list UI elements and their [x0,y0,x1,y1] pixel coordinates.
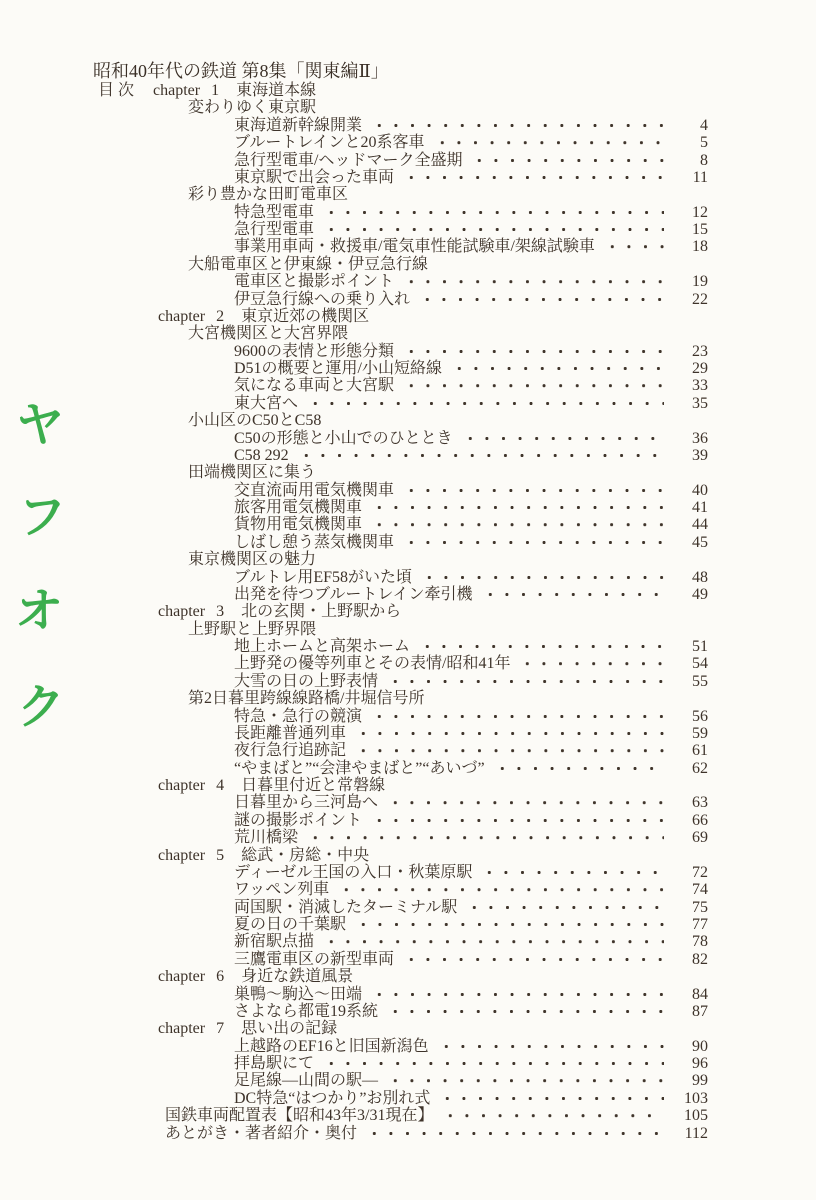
toc-entry-title: 日暮里から三河島へ [234,794,379,812]
toc-item-row [0,1055,708,1072]
toc-item-row [0,655,708,672]
toc-item-row [0,395,708,412]
toc-item-row [0,742,708,759]
dot-leader [515,655,664,672]
dot-leader [334,881,664,898]
toc-entry-title: ブルートレインと20系客車 [234,134,425,152]
toc-entry-title: 大宮機関区と大宮界隈 [188,325,349,343]
toc-entry-title: 急行型電車 [234,221,315,238]
dot-leader [383,794,664,811]
page-number: 49 [692,585,708,603]
dot-leader [367,117,664,134]
toc-item-row [0,812,708,829]
dot-leader [417,569,664,586]
page-number: 39 [692,446,708,464]
dot-leader [399,273,664,290]
page-number: 41 [692,499,708,516]
toc-item-row [0,1072,708,1089]
page-number: 23 [692,342,708,360]
dot-leader [600,238,664,255]
toc-backmatter-row [0,1125,708,1142]
toc-entry-title: 謎の撮影ポイント [234,811,363,829]
toc-entry-title: さよなら都電19系統 [234,1002,379,1020]
toc-entry-title: 特急型電車 [234,203,315,221]
chapter-number: 5 [216,846,225,864]
toc-entry-title: 夜行急行追跡記 [234,742,347,760]
dot-leader [399,482,664,499]
chapter-number: 2 [216,307,225,325]
dot-leader [478,586,664,603]
page-number: 112 [684,1124,708,1142]
toc-content [0,61,708,1142]
page-number: 55 [692,672,708,690]
page-number: 72 [692,863,708,881]
dot-leader [434,1038,664,1055]
chapter-word: chapter [158,1020,206,1038]
toc-entry-title: 巣鴨〜駒込〜田端 [234,985,363,1003]
toc-rows [0,99,708,1142]
toc-section-row [0,690,708,707]
page-number: 19 [692,273,708,291]
toc-entry-title: 伊豆急行線への乗り入れ [234,290,411,308]
toc-entry-title: 旅客用電気機関車 [234,499,363,516]
toc-entry-title: 急行型電車/ヘッドマーク全盛期 [234,151,463,169]
page-number: 90 [692,1037,708,1055]
toc-entry-title: 貨物用電気機関車 [234,516,363,534]
toc-entry-title: 第2日暮里跨線線路橋/井堀信号所 [188,690,425,708]
page-number: 44 [692,516,708,534]
page-number: 36 [692,429,708,447]
toc-entry-title: 荒川橋梁 [234,829,299,847]
toc-section-row [0,621,708,638]
toc-chapter-row [0,777,708,794]
page-number: 66 [692,811,708,829]
toc-entry-title: 上野駅と上野界隈 [188,620,317,638]
toc-item-row [0,273,708,290]
page-number: 33 [692,377,708,395]
chapter-title: 東海道本線 [236,82,317,99]
toc-item-row [0,899,708,916]
page-number: 105 [684,1107,708,1125]
toc-chapter-row [0,308,708,325]
toc-item-row [0,708,708,725]
toc-item-row [0,933,708,950]
page-number: 35 [692,394,708,412]
toc-item-row [0,447,708,464]
toc-section-row [0,325,708,342]
chapter-word: chapter [158,968,206,986]
dot-leader [438,1107,664,1124]
dot-leader [490,760,664,777]
chapter-number: 7 [216,1020,225,1038]
toc-item-row [0,725,708,742]
page-number: 77 [692,916,708,933]
toc-entry-title: 国鉄車両配置表【昭和43年3/31現在】 [165,1107,434,1125]
dot-leader [319,221,664,238]
page-number: 103 [684,1089,708,1107]
page-number: 12 [692,203,708,221]
dot-leader [383,1072,664,1089]
dot-leader [319,933,664,950]
toc-item-row [0,134,708,151]
toc-item-row [0,951,708,968]
toc-item-row [0,534,708,551]
page-number: 48 [692,568,708,586]
chapter-word: chapter [158,846,206,864]
toc-entry-title: 東京機関区の魅力 [188,551,317,569]
toc-item-row [0,204,708,221]
toc-entry-title: 田端機関区に集う [188,464,317,482]
toc-entry-title: 両国駅・消滅したターミナル駅 [234,898,458,916]
toc-item-row [0,760,708,777]
dot-leader [383,1003,664,1020]
toc-item-row [0,360,708,377]
toc-entry-title: 交直流両用電気機関車 [234,481,395,499]
toc-item-row [0,1038,708,1055]
toc-entry-title: 三鷹電車区の新型車両 [234,950,395,968]
dot-leader [351,725,664,742]
dot-leader [415,638,664,655]
toc-chapter-row [0,603,708,620]
toc-entry-title: 夏の日の千葉駅 [234,916,347,933]
dot-leader [415,291,664,308]
toc-item-row [0,430,708,447]
page-number: 18 [692,238,708,256]
toc-item-row [0,1090,708,1107]
toc-entry-title: 気になる車両と大宮駅 [234,377,395,395]
toc-entry-title: 地上ホームと高架ホーム [234,638,411,655]
toc-section-row [0,464,708,481]
toc-entry-title: 上野発の優等列車とその表情/昭和41年 [234,655,511,673]
dot-leader [367,499,664,516]
page-number: 11 [692,168,708,186]
dot-leader [435,1090,664,1107]
chapter-word: chapter [158,777,206,794]
dot-leader [367,708,664,725]
toc-item-row [0,829,708,846]
watermark-char: オ [15,585,64,638]
chapter-title: 総武・房総・中央 [241,846,370,864]
dot-leader [399,534,664,551]
toc-entry-title: 大雪の日の上野表情 [234,672,379,690]
toc-item-row [0,916,708,933]
page-number: 29 [692,360,708,377]
dot-leader [294,447,664,464]
chapter-title: 思い出の記録 [241,1020,338,1038]
watermark-char: ヤ [16,399,65,452]
page-number: 69 [692,829,708,847]
toc-entry-title: あとがき・著者紹介・奥付 [165,1124,358,1142]
chapter-title: 日暮里付近と常磐線 [241,777,386,794]
page-number: 96 [692,1055,708,1072]
toc-entry-title: 足尾線―山間の駅― [234,1072,379,1090]
toc-entry-title: DC特急“はつかり”お別れ式 [234,1089,431,1107]
toc-item-row [0,586,708,603]
chapter-word: chapter [153,82,201,99]
dot-leader [458,430,664,447]
dot-leader [383,673,664,690]
toc-entry-title: 東京駅で出会った車両 [234,168,395,186]
toc-section-row [0,256,708,273]
toc-chapter-row [0,847,708,864]
toc-entry-title: 変わりゆく東京駅 [188,99,317,117]
toc-item-row [0,516,708,533]
page-number: 61 [692,742,708,760]
toc-entry-title: 上越路のEF16と旧国新潟色 [234,1037,429,1055]
toc-section-row [0,99,708,116]
dot-leader [399,343,664,360]
toc-entry-title: C50の形態と小山でのひととき [234,429,453,447]
toc-entry-title: 特急・急行の競演 [234,707,363,725]
chapter-number: 1 [211,82,220,99]
toc-chapter-row [0,1020,708,1037]
dot-leader [477,864,664,881]
page-number: 54 [692,655,708,673]
chapter-word: chapter [158,603,206,621]
dot-leader [367,812,664,829]
page-number: 74 [692,881,708,899]
toc-entry-title: 大船電車区と伊東線・伊豆急行線 [188,255,429,273]
toc-item-row [0,864,708,881]
dot-leader [351,916,664,933]
dot-leader [399,169,664,186]
chapter-number: 3 [216,603,225,621]
page-number: 5 [700,134,708,152]
dot-leader [303,829,664,846]
dot-leader [430,134,664,151]
toc-item-row [0,152,708,169]
page-number: 4 [700,116,708,134]
toc-entry-title: 電車区と撮影ポイント [234,273,395,291]
toc-item-row [0,377,708,394]
page-number: 75 [692,898,708,916]
dot-leader [467,152,664,169]
page-number: 56 [692,707,708,725]
toc-entry-title: ブルトレ用EF58がいた頃 [234,568,413,586]
toc-item-row [0,569,708,586]
page-number: 82 [692,950,708,968]
toc-item-row [0,482,708,499]
toc-chapter-row [0,968,708,985]
page-number: 45 [692,533,708,551]
watermark-char: フ [18,491,67,544]
toc-label: 目 次 [98,82,135,99]
dot-leader [462,899,664,916]
dot-leader [399,377,664,394]
toc-entry-title: ディーゼル王国の入口・秋葉原駅 [234,863,473,881]
chapter-number: 4 [216,777,225,794]
toc-section-row [0,551,708,568]
toc-entry-title: “やまばと”“会津やまばと”“あいづ” [234,759,485,777]
toc-item-row [0,673,708,690]
toc-entry-title: 9600の表情と形態分類 [234,342,395,360]
page-number: 62 [692,759,708,777]
toc-entry-title: 東海道新幹線開業 [234,116,363,134]
dot-leader [399,951,664,968]
toc-entry-title: 出発を待つブルートレイン牽引機 [234,585,473,603]
toc-entry-title: ワッペン列車 [234,881,330,899]
toc-item-row [0,291,708,308]
book-title: 昭和40年代の鉄道 第8集「関東編Ⅱ」 [93,61,389,81]
dot-leader [319,204,664,221]
toc-entry-title: D51の概要と運用/小山短絡線 [234,360,443,377]
toc-entry-title: C58 292 [234,446,289,464]
toc-entry-title: 新宿駅点描 [234,933,315,951]
page-number: 8 [700,151,708,169]
chapter-title: 北の玄関・上野駅から [241,603,402,621]
dot-leader [367,986,664,1003]
page-number: 59 [692,724,708,742]
toc-backmatter-row [0,1107,708,1124]
chapter-title: 身近な鉄道風景 [241,968,354,986]
toc-item-row [0,1003,708,1020]
toc-item-row [0,117,708,134]
page-number: 63 [692,794,708,812]
page-number: 84 [692,985,708,1003]
toc-item-row [0,221,708,238]
page-number: 87 [692,1002,708,1020]
chapter-number: 6 [216,968,225,986]
toc-entry-title: しばし憩う蒸気機関車 [234,533,395,551]
toc-entry-title: 彩り豊かな田町電車区 [188,186,349,204]
toc-item-row [0,499,708,516]
toc-header-row [0,82,708,99]
toc-section-row [0,412,708,429]
dot-leader [447,360,664,377]
dot-leader [319,1055,664,1072]
dot-leader [367,516,664,533]
page-number: 40 [692,481,708,499]
page-number: 51 [692,638,708,655]
toc-item-row [0,794,708,811]
chapter-word: chapter [158,307,206,325]
toc-item-row [0,638,708,655]
toc-entry-title: 拝島駅にて [234,1055,315,1072]
page-number: 22 [692,290,708,308]
toc-entry-title: 東大宮へ [234,394,299,412]
watermark-char: ク [17,681,66,734]
toc-item-row [0,238,708,255]
toc-item-row [0,343,708,360]
page-number: 78 [692,933,708,951]
dot-leader [362,1125,664,1142]
toc-entry-title: 事業用車両・救援車/電気車性能試験車/架線試験車 [234,238,595,256]
toc-item-row [0,881,708,898]
toc-entry-title: 小山区のC50とC58 [188,412,322,430]
page-number: 99 [692,1072,708,1090]
dot-leader [351,742,664,759]
page-number: 15 [692,221,708,238]
dot-leader [303,395,664,412]
toc-item-row [0,986,708,1003]
toc-item-row [0,169,708,186]
toc-entry-title: 長距離普通列車 [234,724,347,742]
toc-section-row [0,186,708,203]
chapter-title: 東京近郊の機関区 [241,307,370,325]
